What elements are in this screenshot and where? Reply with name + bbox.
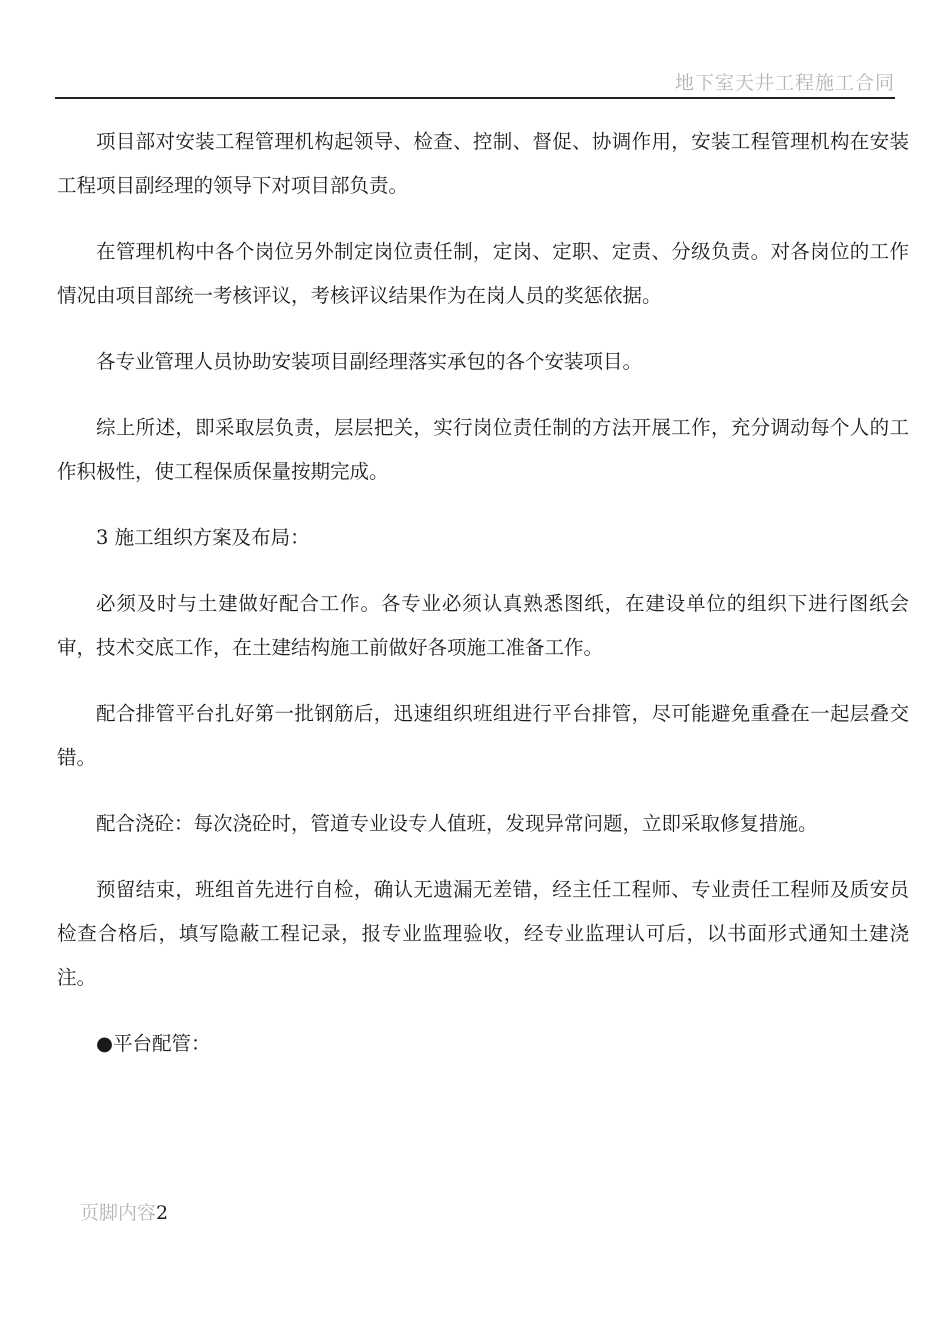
page-number: 2: [156, 1202, 169, 1224]
bullet-heading: ●平台配管：: [96, 1032, 211, 1055]
paragraph-3: 各专业管理人员协助安装项目副经理落实承包的各个安装项目。: [96, 350, 643, 373]
document-body: [57, 120, 909, 1088]
page-footer: [80, 1198, 168, 1225]
footer-label: 页脚内容: [80, 1202, 157, 1224]
header-title: 地下室天井工程施工合同: [674, 72, 895, 94]
paragraph-6: 配合排管平台扎好第一批钢筋后，迅速组织班组进行平台排管，尽可能避免重叠在一起层叠交错。: [57, 702, 909, 769]
paragraph-2: 在管理机构中各个岗位另外制定岗位责任制，定岗、定职、定责、分级负责。对各岗位的工作情况由项目部统一考核评议，考核评议结果作为在岗人员的奖惩依据。: [57, 240, 909, 307]
paragraph-7: 配合浇砼：每次浇砼时，管道专业设专人值班，发现异常问题，立即采取修复措施。: [96, 812, 818, 835]
paragraph-4: 综上所述，即采取层负责，层层把关，实行岗位责任制的方法开展工作，充分调动每个人的工作积极性，使工程保质保量按期完成。: [57, 416, 909, 483]
header-divider: [55, 97, 895, 99]
paragraph-5: 必须及时与土建做好配合工作。各专业必须认真熟悉图纸，在建设单位的组织下进行图纸会审，技术交底工作，在土建结构施工前做好各项施工准备工作。: [57, 592, 909, 659]
paragraph-8: 预留结束，班组首先进行自检，确认无遗漏无差错，经主任工程师、专业责任工程师及质安员检查合格后，填写隐蔽工程记录，报专业监理验收，经专业监理认可后，以书面形式通知土建浇注。: [57, 878, 909, 989]
section-heading: 3 施工组织方案及布局：: [96, 526, 310, 549]
paragraph-1: 项目部对安装工程管理机构起领导、检查、控制、督促、协调作用，安装工程管理机构在安装工程项目副经理的领导下对项目部负责。: [57, 130, 909, 197]
